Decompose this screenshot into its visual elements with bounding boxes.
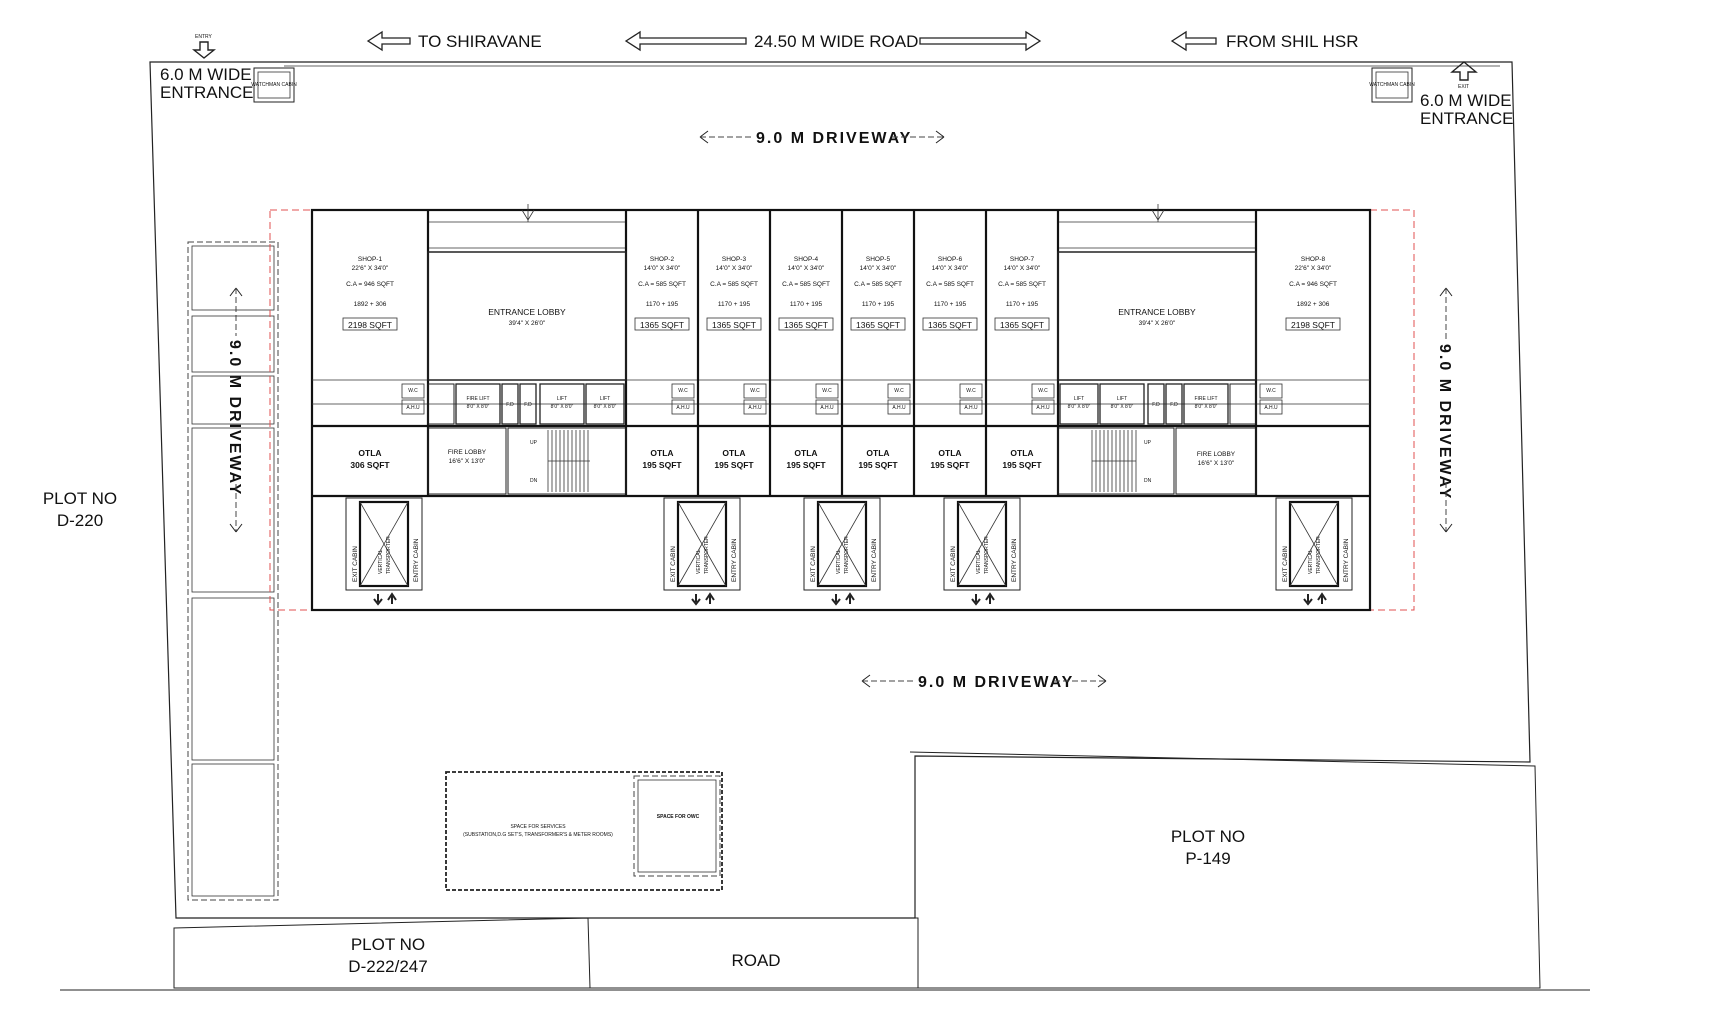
shop-name: SHOP-6 — [937, 256, 963, 263]
svg-text:A.H.U: A.H.U — [820, 405, 834, 411]
shop-size: 14'0" X 34'0" — [931, 265, 969, 272]
shop-carpet-area: C.A = 585 SQFT — [998, 281, 1046, 288]
entry-cabin-label: ENTRY CABIN — [871, 538, 878, 582]
shop-total-area: 2198 SQFT — [348, 320, 392, 330]
svg-text:F.D: F.D — [524, 402, 532, 408]
svg-text:195 SQFT: 195 SQFT — [1002, 460, 1042, 470]
svg-text:39'4" X 26'0": 39'4" X 26'0" — [508, 320, 546, 327]
svg-text:SPACE FOR OWC: SPACE FOR OWC — [656, 814, 700, 820]
shop-name: SHOP-1 — [357, 256, 383, 263]
shop-area-sum: 1892 + 306 — [353, 301, 387, 308]
svg-text:LIFT: LIFT — [1116, 396, 1128, 402]
left-driveway — [226, 288, 243, 532]
right-driveway — [1436, 288, 1453, 532]
shop-area-sum: 1170 + 195 — [645, 301, 679, 308]
plot-d222-line2: D-222/247 — [348, 957, 428, 976]
svg-text:LIFT: LIFT — [599, 396, 611, 402]
svg-text:OTLA: OTLA — [866, 448, 890, 458]
exit-cabin-label: EXIT CABIN — [1282, 545, 1289, 582]
fire-lobby-right — [1176, 428, 1256, 494]
svg-text:FIRE LIFT: FIRE LIFT — [466, 396, 490, 402]
transporter-label: TRANSPORTER — [844, 536, 850, 574]
shop-6 — [923, 256, 977, 330]
svg-text:A.H.U: A.H.U — [1264, 405, 1278, 411]
shop-total-area: 1365 SQFT — [856, 320, 900, 330]
svg-text:WATCHMAN CABIN: WATCHMAN CABIN — [1369, 82, 1415, 88]
transporter-cabin-1 — [346, 498, 422, 604]
shop-total-area: 1365 SQFT — [928, 320, 972, 330]
arrow-down-icon — [374, 594, 382, 604]
arrow-down-icon — [692, 594, 700, 604]
svg-text:DN: DN — [1144, 478, 1152, 484]
svg-text:W.C: W.C — [894, 388, 904, 394]
otla-3 — [714, 448, 754, 470]
shop-service-room — [960, 384, 982, 414]
plot-d222-line1: PLOT NO — [350, 935, 426, 954]
shop-3 — [707, 256, 761, 330]
svg-text:195 SQFT: 195 SQFT — [858, 460, 898, 470]
entry-arrow-icon — [194, 42, 214, 58]
svg-text:FIRE LOBBY: FIRE LOBBY — [447, 449, 487, 456]
svg-text:A.H.U: A.H.U — [748, 405, 762, 411]
to-shiravane-label: TO SHIRAVANE — [418, 32, 542, 51]
otla-4 — [786, 448, 826, 470]
shop-name: SHOP-8 — [1300, 256, 1326, 263]
shop-size: 14'0" X 34'0" — [787, 265, 825, 272]
arrow-up-icon — [846, 594, 854, 604]
entrance-right-line1: 6.0 M WIDE — [1420, 91, 1512, 110]
svg-text:W.C: W.C — [408, 388, 418, 394]
svg-text:8'0" X 8'0": 8'0" X 8'0" — [1194, 404, 1218, 410]
otla-1 — [350, 448, 390, 470]
entrance-right-line2: ENTRANCE — [1420, 109, 1514, 128]
shop-8 — [1286, 256, 1340, 330]
arrow-left-icon — [368, 32, 410, 50]
plot-d220-line2: D-220 — [56, 511, 104, 530]
shop-name: SHOP-5 — [865, 256, 891, 263]
otla-5 — [858, 448, 898, 470]
vertical-label: VERTICAL — [836, 549, 842, 574]
transporter-cabin-3 — [804, 498, 880, 604]
svg-text:195 SQFT: 195 SQFT — [642, 460, 682, 470]
transporter-label: TRANSPORTER — [1316, 536, 1322, 574]
svg-text:195 SQFT: 195 SQFT — [786, 460, 826, 470]
svg-text:16'6" X 13'0": 16'6" X 13'0" — [448, 458, 486, 465]
shop-name: SHOP-3 — [721, 256, 747, 263]
svg-text:W.C: W.C — [1266, 388, 1276, 394]
entrance-lobby-left — [428, 252, 626, 380]
shop-carpet-area: C.A = 585 SQFT — [926, 281, 974, 288]
svg-text:9.0 M DRIVEWAY: 9.0 M DRIVEWAY — [756, 130, 913, 147]
shop-4 — [779, 256, 833, 330]
svg-text:FIRE LOBBY: FIRE LOBBY — [1196, 451, 1236, 458]
entrance-lobby-right — [1058, 252, 1256, 380]
svg-text:F.D: F.D — [1170, 402, 1178, 408]
shop-service-room — [888, 384, 910, 414]
svg-text:OTLA: OTLA — [938, 448, 962, 458]
arrow-up-icon — [1318, 594, 1326, 604]
svg-text:OTLA: OTLA — [358, 448, 382, 458]
plot-p149-boundary — [910, 752, 1540, 988]
shop-carpet-area: C.A = 585 SQFT — [782, 281, 830, 288]
from-shil-label: FROM SHIL HSR — [1226, 32, 1359, 51]
shop-size: 14'0" X 34'0" — [859, 265, 897, 272]
shop-carpet-area: C.A = 946 SQFT — [1289, 281, 1337, 288]
svg-text:195 SQFT: 195 SQFT — [930, 460, 970, 470]
otla-6 — [930, 448, 970, 470]
shop-total-area: 1365 SQFT — [712, 320, 756, 330]
svg-text:WATCHMAN CABIN: WATCHMAN CABIN — [251, 82, 297, 88]
svg-text:A.H.U: A.H.U — [1036, 405, 1050, 411]
shop-service-room — [402, 384, 424, 414]
svg-text:195 SQFT: 195 SQFT — [714, 460, 754, 470]
exit-cabin-label: EXIT CABIN — [810, 545, 817, 582]
svg-text:DN: DN — [530, 478, 538, 484]
vertical-label: VERTICAL — [696, 549, 702, 574]
entry-cabin-label: ENTRY CABIN — [1011, 538, 1018, 582]
shop-size: 22'6" X 34'0" — [1294, 265, 1332, 272]
entrance-left-line1: 6.0 M WIDE — [160, 65, 252, 84]
svg-text:A.H.U: A.H.U — [892, 405, 906, 411]
svg-text:306 SQFT: 306 SQFT — [350, 460, 390, 470]
shop-service-room — [1260, 384, 1282, 414]
svg-text:FIRE LIFT: FIRE LIFT — [1194, 396, 1218, 402]
svg-text:F.D: F.D — [506, 402, 514, 408]
fire-lobby-left — [428, 428, 506, 494]
site-boundary — [150, 62, 1530, 918]
shop-total-area: 1365 SQFT — [784, 320, 828, 330]
svg-text:OTLA: OTLA — [794, 448, 818, 458]
entry-cabin-label: ENTRY CABIN — [1343, 538, 1350, 582]
arrow-up-icon — [388, 594, 396, 604]
shop-size: 14'0" X 34'0" — [643, 265, 681, 272]
svg-text:39'4" X 26'0": 39'4" X 26'0" — [1138, 320, 1176, 327]
vertical-label: VERTICAL — [976, 549, 982, 574]
transporter-cabins — [346, 498, 1352, 604]
shop-name: SHOP-4 — [793, 256, 819, 263]
shop-service-room — [816, 384, 838, 414]
arrow-down-icon — [1304, 594, 1312, 604]
shop-1 — [343, 256, 397, 330]
vertical-label: VERTICAL — [378, 549, 384, 574]
arrow-down-icon — [972, 594, 980, 604]
shop-name: SHOP-7 — [1009, 256, 1035, 263]
svg-text:8'0" X 8'0": 8'0" X 8'0" — [1067, 404, 1091, 410]
svg-text:UP: UP — [1144, 440, 1151, 446]
transporter-label: TRANSPORTER — [984, 536, 990, 574]
bottom-driveway — [862, 674, 1106, 691]
svg-text:W.C: W.C — [822, 388, 832, 394]
shop-service-room — [672, 384, 694, 414]
entry-cabin-label: ENTRY CABIN — [731, 538, 738, 582]
shop-size: 14'0" X 34'0" — [1003, 265, 1041, 272]
svg-text:W.C: W.C — [750, 388, 760, 394]
staircase-right — [1058, 428, 1174, 494]
svg-text:F.D: F.D — [1152, 402, 1160, 408]
exit-cabin-label: EXIT CABIN — [352, 545, 359, 582]
exit-cabin-label: EXIT CABIN — [670, 545, 677, 582]
transporter-cabin-2 — [664, 498, 740, 604]
svg-text:LIFT: LIFT — [556, 396, 568, 402]
shop-carpet-area: C.A = 585 SQFT — [710, 281, 758, 288]
svg-text:ENTRANCE LOBBY: ENTRANCE LOBBY — [1118, 307, 1196, 317]
shop-name: SHOP-2 — [649, 256, 675, 263]
shop-carpet-area: C.A = 585 SQFT — [854, 281, 902, 288]
svg-text:8'0" X 8'0": 8'0" X 8'0" — [550, 404, 574, 410]
exit-arrow-icon — [1452, 62, 1476, 80]
svg-text:OTLA: OTLA — [1010, 448, 1034, 458]
shop-service-room — [1032, 384, 1054, 414]
shop-carpet-area: C.A = 585 SQFT — [638, 281, 686, 288]
svg-text:W.C: W.C — [966, 388, 976, 394]
top-driveway — [700, 130, 944, 147]
shop-area-sum: 1170 + 195 — [933, 301, 967, 308]
transporter-cabin-5 — [1276, 498, 1352, 604]
svg-text:9.0 M DRIVEWAY: 9.0 M DRIVEWAY — [918, 674, 1075, 691]
vertical-label: VERTICAL — [1308, 549, 1314, 574]
plot-p149-line2: P-149 — [1185, 849, 1231, 868]
svg-text:9.0 M DRIVEWAY: 9.0 M DRIVEWAY — [1436, 344, 1453, 501]
plot-p149-line1: PLOT NO — [1170, 827, 1246, 846]
svg-text:A.H.U: A.H.U — [406, 405, 420, 411]
svg-text:8'0" X 8'0": 8'0" X 8'0" — [593, 404, 617, 410]
svg-text:OTLA: OTLA — [722, 448, 746, 458]
svg-text:8'0" X 8'0": 8'0" X 8'0" — [466, 404, 490, 410]
shop-size: 22'6" X 34'0" — [351, 265, 389, 272]
transporter-cabin-4 — [944, 498, 1020, 604]
services-area — [446, 772, 722, 890]
svg-text:A.H.U: A.H.U — [676, 405, 690, 411]
svg-text:9.0 M DRIVEWAY: 9.0 M DRIVEWAY — [226, 340, 243, 497]
staircase-left — [508, 428, 626, 494]
shop-service-room — [744, 384, 766, 414]
shop-area-sum: 1170 + 195 — [1005, 301, 1039, 308]
road-width-label: 24.50 M WIDE ROAD — [754, 32, 919, 51]
plot-d220-line1: PLOT NO — [42, 489, 118, 508]
shop-total-area: 2198 SQFT — [1291, 320, 1335, 330]
entrance-left-line2: ENTRANCE — [160, 83, 254, 102]
shop-area-sum: 1170 + 195 — [861, 301, 895, 308]
arrow-left-icon — [1172, 32, 1216, 50]
shop-2 — [635, 256, 689, 330]
road-label: ROAD — [731, 951, 781, 970]
arrow-up-icon — [706, 594, 714, 604]
svg-text:UP: UP — [530, 440, 537, 446]
shop-size: 14'0" X 34'0" — [715, 265, 753, 272]
exit-cabin-label: EXIT CABIN — [950, 545, 957, 582]
svg-text:8'0" X 8'0": 8'0" X 8'0" — [1110, 404, 1134, 410]
svg-text:(SUBSTATION,D.G SET'S, TRANSFO: (SUBSTATION,D.G SET'S, TRANSFORMER'S & METER ROOMS) — [463, 832, 613, 838]
shop-total-area: 1365 SQFT — [1000, 320, 1044, 330]
shop-total-area: 1365 SQFT — [640, 320, 684, 330]
svg-text:W.C: W.C — [1038, 388, 1048, 394]
shop-7 — [995, 256, 1049, 330]
otla-2 — [642, 448, 682, 470]
otla-7 — [1002, 448, 1042, 470]
transporter-label: TRANSPORTER — [704, 536, 710, 574]
exit-label: EXIT — [1458, 84, 1470, 90]
entry-cabin-label: ENTRY CABIN — [413, 538, 420, 582]
arrow-up-icon — [986, 594, 994, 604]
entry-label: ENTRY — [195, 34, 212, 40]
svg-text:LIFT: LIFT — [1073, 396, 1085, 402]
svg-text:A.H.U: A.H.U — [964, 405, 978, 411]
arrow-down-icon — [832, 594, 840, 604]
shop-area-sum: 1170 + 195 — [717, 301, 751, 308]
svg-text:SPACE FOR SERVICES: SPACE FOR SERVICES — [510, 824, 566, 830]
shop-area-sum: 1170 + 195 — [789, 301, 823, 308]
shop-carpet-area: C.A = 946 SQFT — [346, 281, 394, 288]
svg-text:16'6" X 13'0": 16'6" X 13'0" — [1197, 460, 1235, 467]
svg-text:OTLA: OTLA — [650, 448, 674, 458]
svg-text:ENTRANCE LOBBY: ENTRANCE LOBBY — [488, 307, 566, 317]
shop-5 — [851, 256, 905, 330]
svg-text:W.C: W.C — [678, 388, 688, 394]
shop-area-sum: 1892 + 306 — [1296, 301, 1330, 308]
transporter-label: TRANSPORTER — [386, 536, 392, 574]
